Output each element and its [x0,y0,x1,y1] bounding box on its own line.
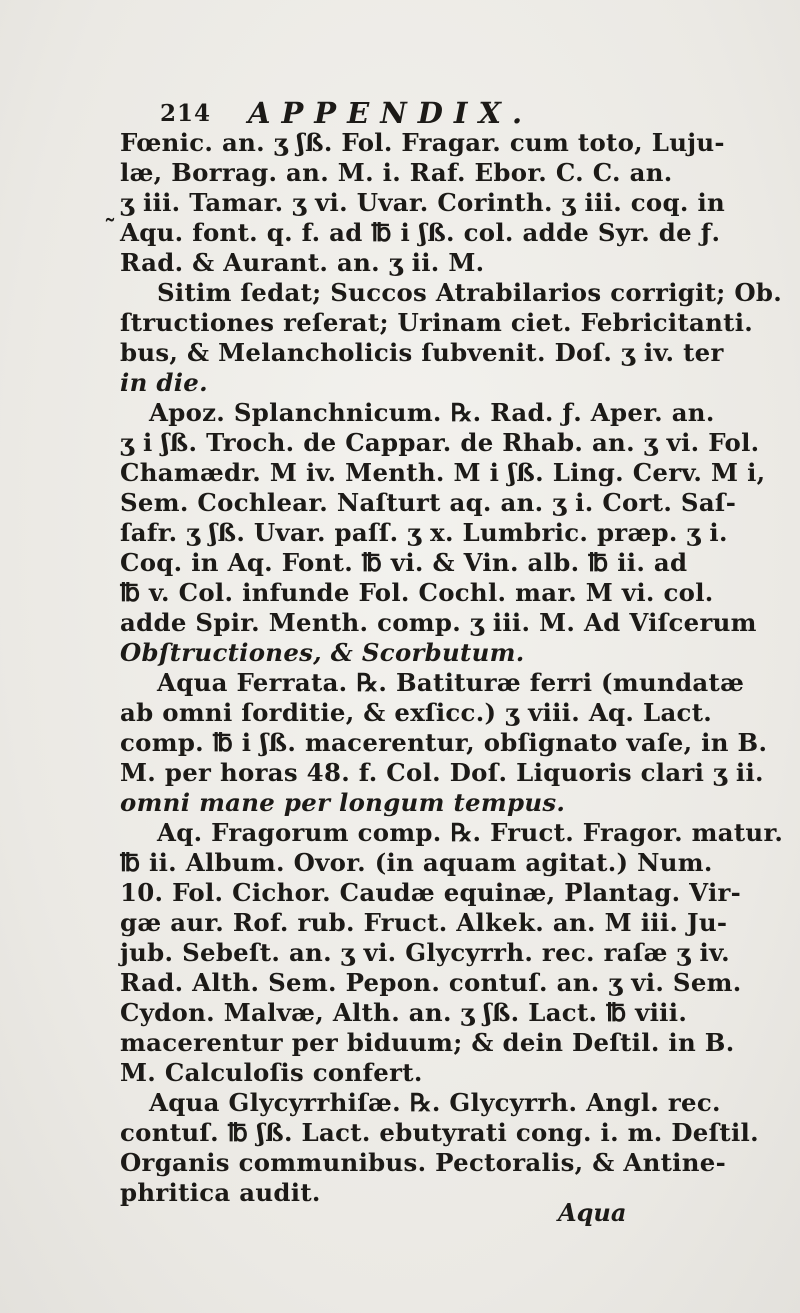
text-line: Apoz. Splanchnicum. ℞. Rad. ƒ. Aper. an. [149,398,715,427]
text-line: bus, & Melancholicis ſubvenit. Doſ. ʒ iv. ter [120,338,724,367]
margin-mark: ˜ [104,214,116,243]
text-line: Chamædr. M iv. Menth. M i ʃß. Ling. Cerv. M i, [120,458,766,487]
text-line: Aqu. font. q. f. ad ℔ i ʃß. col. adde Syr. de ƒ. [120,218,721,247]
text-line: ab omni ſorditie, & exſicc.) ʒ viii. Aq. Lact. [120,698,713,727]
text-line: 10. Fol. Cichor. Caudæ equinæ, Plantag. Vir- [120,878,742,907]
running-head: APPENDIX. [248,96,534,130]
text-line: ℔ v. Col. infunde Fol. Cochl. mar. M vi. col. [120,578,714,607]
text-line: adde Spir. Menth. comp. ʒ iii. M. Ad Viſcerum [120,608,757,637]
text-line: Aqua Ferrata. ℞. Batituræ ferri (mundatæ [157,668,745,697]
text-line: contuſ. ℔ ʃß. Lact. ebutyrati cong. i. m. Deſtil. [120,1118,759,1147]
page-header [160,96,660,130]
text-line: M. per horas 48. f. Col. Doſ. Liquoris clari ʒ ii. [120,758,764,787]
text-line: læ, Borrag. an. M. i. Raf. Ebor. C. C. an. [120,158,673,187]
text-line: Sitim ſedat; Succos Atrabilarios corrigit; Ob. [157,278,783,307]
text-line: Aq. Fragorum comp. ℞. Fruct. Fragor. matur. [157,818,784,847]
text-line: ʒ i ʃß. Troch. de Cappar. de Rhab. an. ʒ vi. Fol. [120,428,760,457]
text-line: Sem. Cochlear. Naſturt aq. an. ʒ i. Cort. Saſ- [120,488,737,517]
text-line: ʒ iii. Tamar. ʒ vi. Uvar. Corinth. ʒ iii. coq. in [120,188,726,217]
text-line: Organis communibus. Pectoralis, & Antine- [120,1148,727,1177]
text-line: jub. Sebeſt. an. ʒ vi. Glycyrrh. rec. raſæ ʒ iv. [120,938,730,967]
text-line: Obſtructiones, & Scorbutum. [120,638,525,667]
text-line: ſtructiones reſerat; Urinam ciet. Febricitanti. [120,308,754,337]
text-line: Cydon. Malvæ, Alth. an. ʒ ʃß. Lact. ℔ viii. [120,998,688,1027]
text-line: ℔ ii. Album. Ovor. (in aquam agitat.) Num. [120,848,713,877]
text-line: gæ aur. Rof. rub. Fruct. Alkek. an. M iii. Ju- [120,908,728,937]
text-line: Rad. & Aurant. an. ʒ ii. M. [120,248,485,277]
text-line: omni mane per longum tempus. [120,788,566,817]
text-line: Fœnic. an. ʒ ʃß. Fol. Fragar. cum toto, Luju- [120,128,725,157]
text-line: Coq. in Aq. Font. ℔ vi. & Vin. alb. ℔ ii. ad [120,548,688,577]
text-line: ſafr. ʒ ʃß. Uvar. paſſ. ʒ x. Lumbric. præp. ʒ i. [120,518,728,547]
text-line: Rad. Alth. Sem. Pepon. contuſ. an. ʒ vi. Sem. [120,968,742,997]
text-line: M. Calculoſis confert. [120,1058,423,1087]
text-line: phritica audit. [120,1178,321,1207]
page-number: 214 [160,100,212,127]
text-line: in die. [120,368,208,397]
text-line: Aqua Glycyrrhiſæ. ℞. Glycyrrh. Angl. rec. [149,1088,721,1117]
catchword: Aqua [558,1198,627,1227]
text-line: macerentur per biduum; & dein Deſtil. in B. [120,1028,735,1057]
text-line: comp. ℔ i ʃß. macerentur, obſignato vaſe, in B. [120,728,768,757]
